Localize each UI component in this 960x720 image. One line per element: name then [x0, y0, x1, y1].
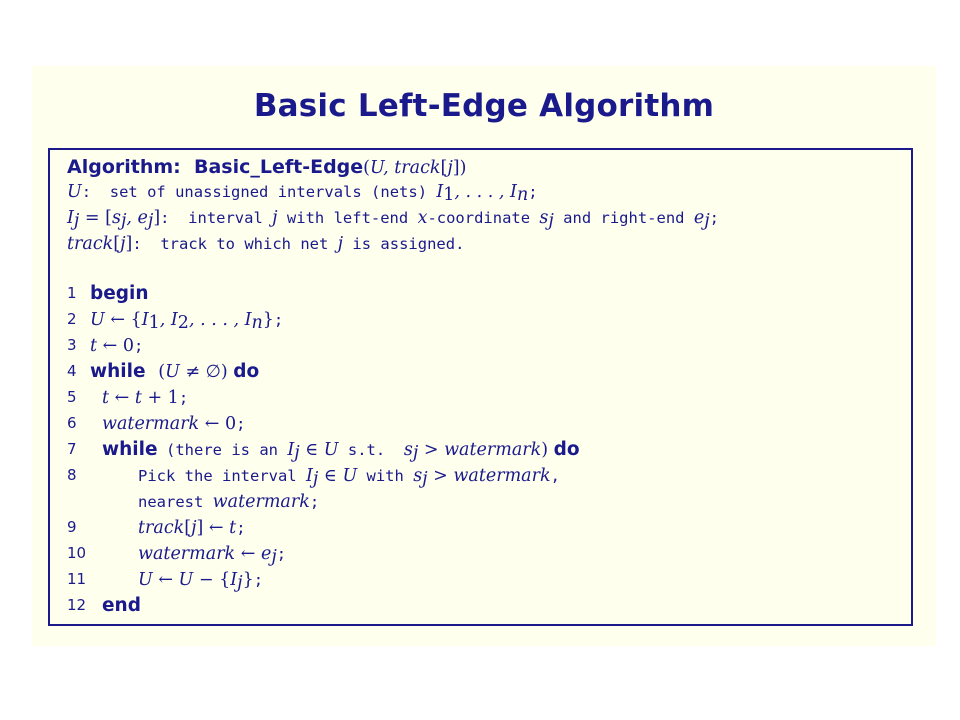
- line-number: 2: [67, 310, 77, 328]
- line-number: 8: [67, 466, 77, 484]
- code-line-8-cont: nearest watermark;: [138, 492, 320, 512]
- code-line-1: begin: [90, 283, 149, 304]
- line-number: 5: [67, 388, 77, 406]
- algorithm-box: [48, 148, 913, 626]
- def-u: U: set of unassigned intervals (nets) $I_1$, . . . , $I_n$;: [67, 182, 538, 205]
- slide: [32, 66, 936, 646]
- code-line-8: Pick the interval $I_j$ ∈ U with $s_j$ > watermark,: [138, 466, 560, 489]
- line-number: 7: [67, 440, 77, 458]
- code-line-10: watermark ← $e_j$;: [138, 544, 287, 567]
- code-line-4: while (U ≠ ∅) do: [90, 361, 260, 382]
- algorithm-signature: Algorithm: Basic_Left-Edge(U, track[j]): [67, 156, 467, 178]
- line-number: 3: [67, 336, 77, 354]
- line-number: 12: [67, 596, 87, 614]
- line-number: 6: [67, 414, 77, 432]
- code-line-11: U ← $U - \{I_j\}$;: [138, 570, 264, 593]
- code-line-12: end: [102, 595, 141, 616]
- code-line-6: watermark ← 0;: [102, 414, 246, 434]
- slide-title: Basic Left-Edge Algorithm: [253, 88, 715, 124]
- line-number: 1: [67, 284, 77, 302]
- code-line-7: while (there is an $I_j$ ∈ U s.t. $s_j$ > watermark) do: [102, 439, 580, 463]
- line-number: 4: [67, 362, 77, 380]
- code-line-5: t ← t + 1;: [102, 388, 189, 408]
- line-number: 11: [67, 570, 87, 588]
- line-number: 10: [67, 544, 87, 562]
- code-line-9: track[j] ← t;: [138, 518, 246, 538]
- code-line-2: U ← {$I_1$, $I_2$, . . . , $I_n$};: [90, 310, 284, 333]
- line-number: 9: [67, 518, 77, 536]
- code-line-3: t ← 0;: [90, 336, 144, 356]
- def-ij: $I_j = [s_j$, $e_j$]: interval j with left-end x-coordinate $s_j$ and right-end $e_j$;: [67, 208, 719, 231]
- def-track: track[j]: track to which net j is assigned.: [67, 234, 465, 254]
